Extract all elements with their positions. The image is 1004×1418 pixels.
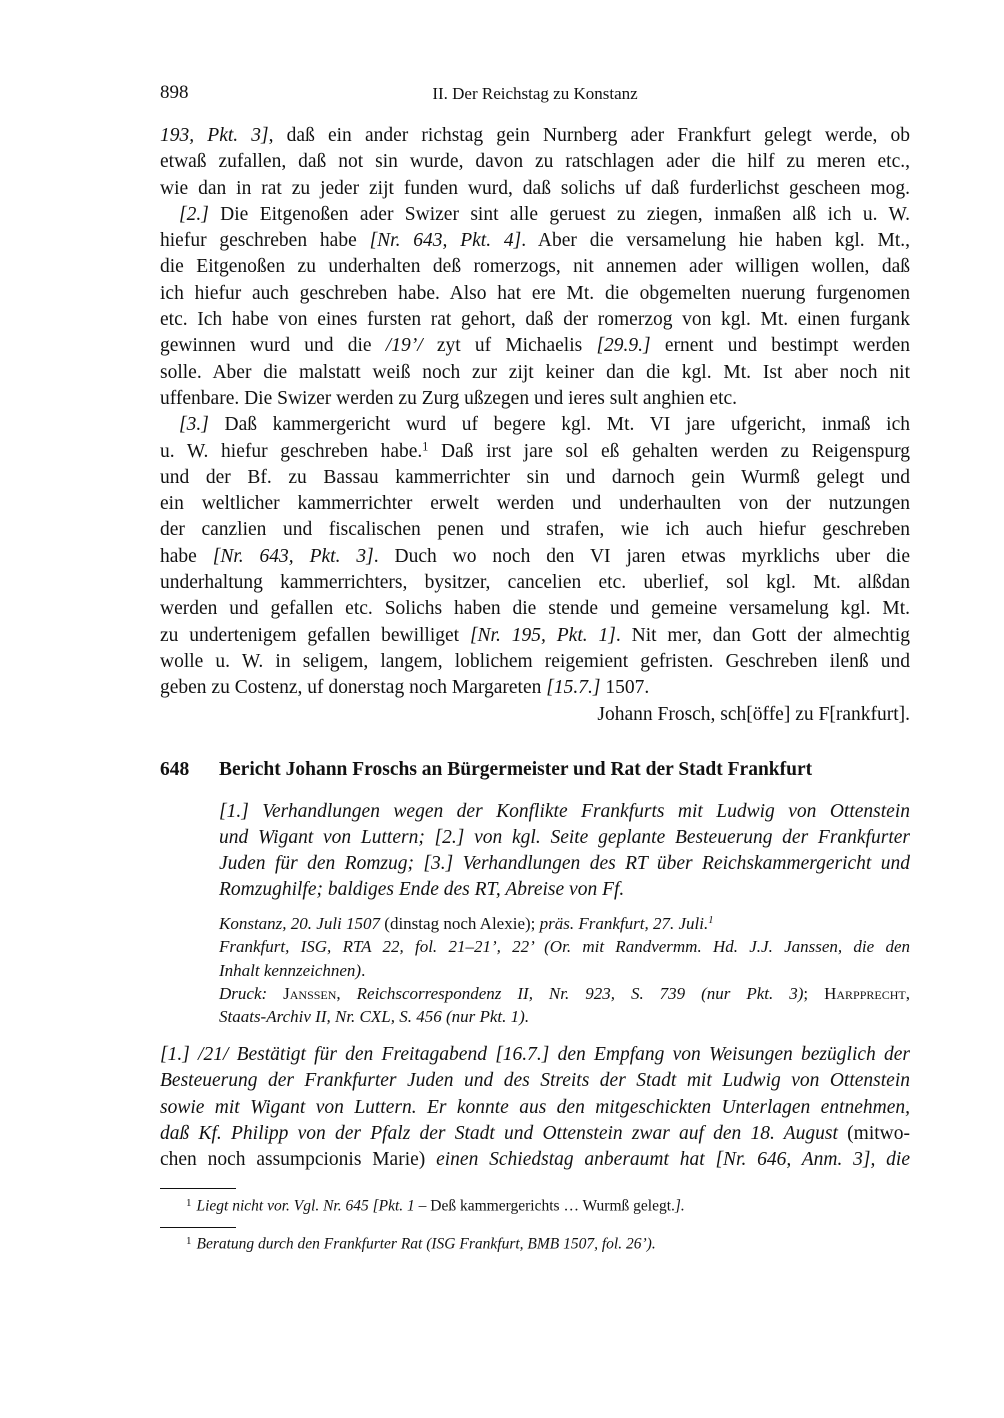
text-line — [160, 1147, 910, 1173]
footnote — [186, 1193, 685, 1216]
text-segment: Die Eitgenoßen ader Swizer sint alle geruest zu ziegen, inmaßen alß ich u. W. — [208, 203, 910, 225]
text-segment: . Nit mer, dan Gott der almechtig — [615, 624, 910, 646]
text-line — [160, 570, 910, 596]
text-segment: , daß ein ander richstag gein Nurnberg ader Frankfurt gelegt werde, ob — [268, 125, 910, 146]
text-segment: , — [905, 983, 910, 1003]
text-segment: einen Schiedstag anberaumt hat [Nr. 646, Anm. 3], die — [425, 1149, 910, 1170]
text-segment: Konstanz, 20. Juli 1507 — [219, 914, 381, 933]
text-segment: zyt uf Michaelis — [422, 335, 597, 357]
text-segment: 193, Pkt. 3] — [160, 125, 269, 146]
text-segment: hiefur geschreben habe — [160, 230, 370, 252]
text-line — [160, 439, 910, 465]
document-title: Bericht Johann Froschs an Bürgermeister und Rat der Stadt Frankfurt — [219, 759, 813, 780]
text-segment: Harpprecht — [824, 983, 906, 1003]
text-segment: präs. Frankfurt, 27. Juli. — [539, 914, 709, 933]
text-line — [160, 386, 910, 412]
text-line — [219, 1005, 910, 1028]
text-segment: [1.] /21/ Bestätigt für den Freitagabend [16.7.] den Empfang von Weisungen bezüglich der — [160, 1044, 910, 1065]
text-segment: . Duch wo noch den VI jaren etwas myrklichs uber die — [373, 545, 910, 567]
text-segment: ein weltlicher kammerrichter erwelt werden und underhaulten von der nutzungen — [160, 493, 910, 515]
footnote-rule — [160, 1188, 236, 1189]
text-line — [160, 544, 910, 570]
text-segment: und der Bf. zu Bassau kammerrichter sin und darnoch gein Wurmß gelegt und — [160, 466, 910, 488]
text-segment: wolle u. W. in seligem, langem, loblichem reigemient gefristen. Geschreben ilenß und — [160, 650, 910, 672]
text-segment: solle. Aber die malstatt weiß noch zur zijt keiner dan die kgl. Mt. Ist aber noch nit — [160, 361, 910, 383]
text-line — [160, 149, 910, 175]
text-line — [160, 596, 910, 622]
text-line — [160, 176, 910, 202]
text-segment: 1507. — [600, 677, 650, 699]
text-segment: wie dan in rat zu jeder zijt funden wurd, daß solichs uf daß furderlichst gescheen mog. — [160, 177, 910, 199]
text-segment: [29.9.] — [596, 335, 651, 357]
text-line — [160, 254, 910, 280]
text-line — [219, 825, 910, 851]
footnote-reference: 1 — [422, 438, 429, 453]
text-segment: werden und gefallen etc. Solichs haben die stende und gemeine versamelung kgl. Mt. — [160, 598, 910, 620]
text-segment: [15.7.] — [546, 677, 601, 699]
running-title: II. Der Reichstag zu Konstanz — [432, 84, 638, 103]
text-segment: daß Kf. Philipp von der Pfalz der Stadt und Ottenstein zwar auf den 18. August — [160, 1122, 838, 1144]
text-line — [160, 123, 910, 149]
text-line — [160, 649, 910, 675]
document-heading — [160, 757, 910, 783]
text-segment: chen noch assumpcionis Marie) — [160, 1149, 426, 1170]
text-line — [219, 877, 910, 903]
text-segment: ernent und bestimpt werden — [650, 335, 910, 357]
text-line — [160, 1095, 910, 1121]
text-line — [219, 799, 910, 825]
text-segment: geben zu Costenz, uf donerstag noch Margareten — [160, 677, 547, 699]
document-number: 648 — [160, 759, 190, 780]
text-segment: Reichscorrespondenz II, Nr. 923, S. 739 (nur Pkt. 3) — [356, 983, 804, 1003]
text-line — [160, 202, 910, 228]
text-line — [160, 360, 910, 386]
text-line — [160, 675, 910, 701]
text-line — [160, 333, 910, 359]
text-segment: und Wigant von Luttern; [2.] von kgl. Seite geplante Besteuerung der Frankfurter — [219, 827, 910, 848]
text-line — [160, 491, 910, 517]
text-segment: [1.] Verhandlungen wegen der Konflikte Frankfurts mit Ludwig von Ottenstein — [219, 801, 910, 822]
text-line — [160, 307, 910, 333]
text-segment: [Nr. 195, Pkt. 1] — [469, 624, 616, 646]
text-segment: , — [336, 983, 357, 1003]
text-segment: sowie mit Wigant von Luttern. Er konnte aus den mitgeschickten Unterlagen entnehmen, — [160, 1096, 910, 1118]
text-segment: Juden für den Romzug; [3.] Verhandlungen des RT über Reichskammergericht und — [219, 853, 910, 874]
text-segment: (mitwo- — [837, 1122, 910, 1144]
text-segment: . Aber die versamelung hie haben kgl. Mt., — [521, 230, 910, 252]
text-line — [219, 935, 910, 958]
text-segment — [267, 984, 283, 1003]
text-segment: Liegt nicht vor. Vgl. Nr. 645 [Pkt. 1 – — [196, 1197, 431, 1215]
text-segment: Johann Frosch, sch[öffe] zu F[rankfurt]. — [597, 703, 910, 725]
text-segment: Inhalt kennzeichnen) — [219, 960, 362, 980]
text-segment: habe — [160, 545, 213, 567]
text-line — [160, 281, 910, 307]
text-segment: u. W. hiefur geschreben habe. — [160, 440, 423, 462]
text-segment: /19’/ — [385, 335, 423, 357]
footnote-reference: 1 — [708, 915, 714, 927]
text-segment: zu undertenigem gefallen bewilliget — [160, 624, 470, 646]
text-segment: [3.] — [179, 414, 209, 436]
text-segment: [Nr. 643, Pkt. 4] — [369, 230, 522, 252]
text-segment: die Eitgenoßen zu underhalten deß romerzogs, nit annemen ader willigen wollen, daß — [160, 256, 910, 278]
text-line — [160, 412, 910, 438]
text-segment: der canzlien und fiscalischen penen und strafen, wie ich auch hiefur geschreben — [160, 519, 910, 541]
document-summary-text — [160, 1042, 910, 1173]
text-segment: [Nr. 643, Pkt. 3] — [212, 545, 374, 567]
text-segment: Daß kammergericht wurd uf begere kgl. Mt. VI jare ufgericht, inmaß ich — [208, 414, 910, 436]
text-segment: Romzughilfe; baldiges Ende des RT, Abreise von Ff. — [219, 879, 625, 900]
footnote — [186, 1231, 656, 1254]
footnote-rule — [160, 1227, 236, 1228]
text-segment: ; — [803, 983, 825, 1003]
text-segment: [2.] — [179, 203, 209, 225]
text-segment: Beratung durch den Frankfurter Rat (ISG Frankfurt, BMB 1507, fol. 26’). — [196, 1235, 656, 1253]
text-segment: Janssen — [283, 983, 337, 1003]
text-line — [160, 465, 910, 491]
text-line — [219, 912, 910, 935]
text-line — [160, 228, 910, 254]
text-segment: Druck: — [219, 983, 268, 1003]
text-line — [219, 959, 910, 982]
text-segment: gewinnen wurd und die — [160, 335, 386, 357]
text-line — [160, 623, 910, 649]
text-segment: underhaltung kammerrichters, bysitzer, cancelien etc. uberlief, sol kgl. Mt. alßdan — [160, 572, 910, 594]
source-notes — [219, 912, 910, 1028]
text-segment: Daß irst jare sol eß gehalten werden zu Reigenspurg — [428, 440, 910, 462]
text-segment: Besteuerung der Frankfurter Juden und des Streits der Stadt mit Ludwig von Ottenstein — [160, 1070, 910, 1092]
footnote-mark: 1 — [186, 1197, 192, 1209]
text-line — [160, 517, 910, 543]
footnote-mark: 1 — [186, 1235, 192, 1247]
text-line — [160, 1068, 910, 1094]
text-line — [160, 702, 910, 728]
text-segment: ]. — [674, 1197, 685, 1215]
text-line — [219, 851, 910, 877]
text-line — [160, 1042, 910, 1068]
text-line — [219, 982, 910, 1005]
page-number: 898 — [160, 82, 189, 103]
text-segment: (dinstag noch Alexie); — [380, 914, 540, 933]
regest — [219, 799, 910, 903]
text-segment: ich hiefur auch geschreben habe. Also hat ere Mt. die obgemelten nuerung furgenomen — [160, 282, 910, 304]
text-segment: Deß kammergerichts … Wurmß gelegt. — [430, 1197, 675, 1215]
text-segment: uffenbare. Die Swizer werden zu Zurg ußzegen und ieres sult anghien etc. — [160, 387, 738, 409]
letter-text — [160, 123, 910, 728]
text-segment: etc. Ich habe von eines fursten rat gehort, daß der romerzog von kgl. Mt. einen furgank — [160, 309, 910, 331]
text-segment: Staats-Archiv II, Nr. CXL, S. 456 (nur Pkt. 1). — [219, 1007, 530, 1027]
text-segment: . — [361, 960, 366, 980]
text-segment: etwaß zufallen, daß not sin wurde, davon zu ratschlagen ader die hilf zu meren etc., — [160, 151, 910, 173]
text-segment: Frankfurt, ISG, RTA 22, fol. 21–21’, 22’ (Or. mit Randvermm. Hd. J.J. Janssen, die den — [219, 937, 910, 957]
text-line — [160, 1121, 910, 1147]
